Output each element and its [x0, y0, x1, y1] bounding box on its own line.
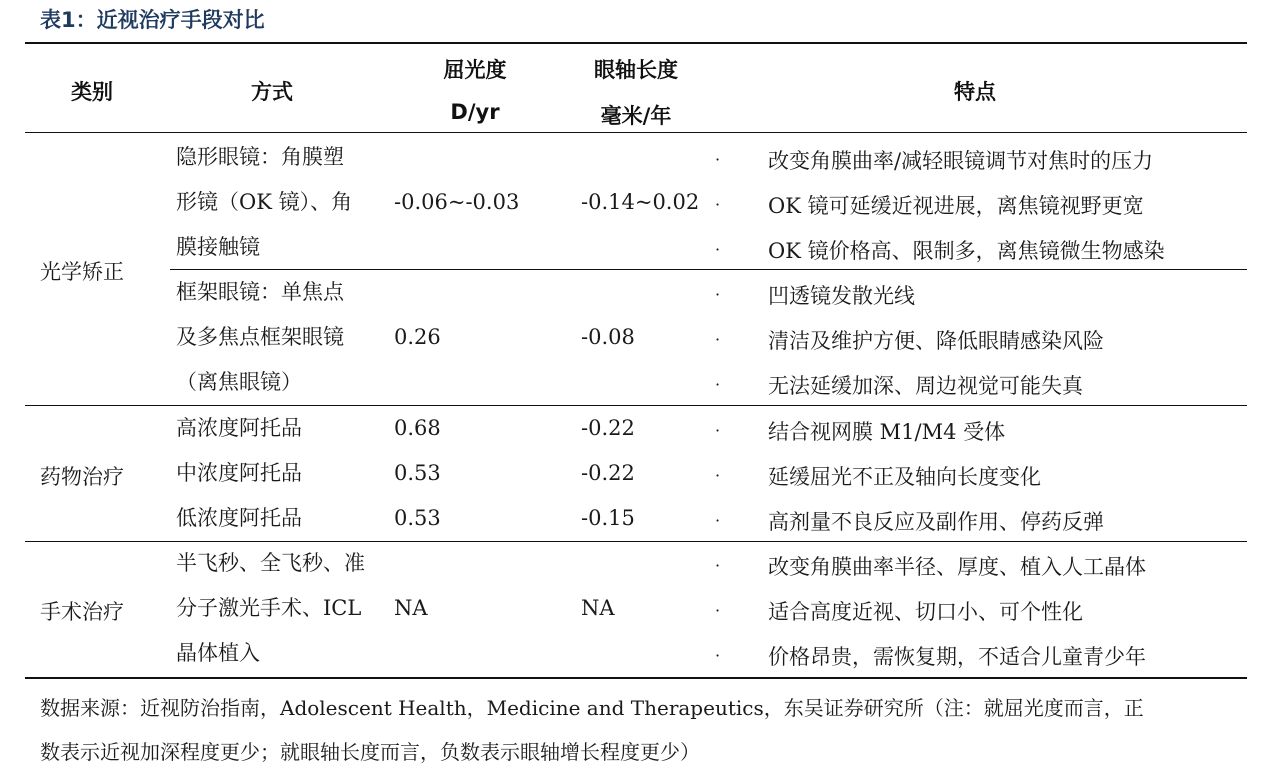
diopter-frame-glasses: 0.26: [394, 325, 441, 349]
feature-contact-2: OK 镜可延缓近视进展，离焦镜视野更宽: [768, 194, 1144, 218]
diopter-high-atropine: 0.68: [394, 416, 441, 440]
feature-frame-3: 无法延缓加深、周边视觉可能失真: [768, 374, 1083, 398]
diopter-low-atropine: 0.53: [394, 506, 441, 530]
feature-contact-3: OK 镜价格高、限制多，离焦镜微生物感染: [768, 239, 1165, 263]
header-axial-unit: 毫米/年: [600, 104, 672, 128]
method-surgery-line3: 晶体植入: [176, 641, 260, 665]
axial-surgery: NA: [581, 596, 615, 620]
bullet: ·: [715, 556, 721, 575]
feature-high-atropine: 结合视网膜 M1/M4 受体: [768, 420, 1006, 444]
header-diopter-unit: D/yr: [450, 100, 500, 124]
bullet: ·: [715, 646, 721, 665]
method-contact-lens-line3: 膜接触镜: [176, 235, 260, 259]
table-title: 表1：近视治疗手段对比: [40, 8, 265, 32]
method-frame-glasses-line1: 框架眼镜：单焦点: [176, 280, 344, 304]
source-note-line1: 数据来源：近视防治指南，Adolescent Health，Medicine and Therapeutics，东吴证券研究所（注：就屈光度而言，正: [40, 696, 1144, 720]
feature-frame-2: 清洁及维护方便、降低眼睛感染风险: [768, 329, 1104, 353]
bullet: ·: [715, 466, 721, 485]
source-note: [40, 686, 1240, 774]
header-diopter: 屈光度: [443, 58, 507, 82]
feature-mid-atropine: 延缓屈光不正及轴向长度变化: [768, 465, 1041, 489]
table-bottom-rule: [25, 677, 1247, 679]
method-contact-lens-line2: 形镜（OK 镜）、角: [176, 190, 353, 214]
bullet: ·: [715, 421, 721, 440]
bullet: ·: [715, 240, 721, 259]
feature-frame-1: 凹透镜发散光线: [768, 284, 915, 308]
method-contact-lens-line1: 隐形眼镜：角膜塑: [176, 145, 344, 169]
method-surgery-line1: 半飞秒、全飞秒、准: [176, 551, 365, 575]
method-low-atropine: 低浓度阿托品: [176, 506, 302, 530]
axial-high-atropine: -0.22: [581, 416, 635, 440]
bullet: ·: [715, 150, 721, 169]
bullet: ·: [715, 195, 721, 214]
method-surgery-line2: 分子激光手术、ICL: [176, 596, 362, 620]
bullet: ·: [715, 511, 721, 530]
category-surgery: 手术治疗: [40, 600, 124, 624]
diopter-contact-lens: -0.06~-0.03: [394, 190, 520, 214]
bullet: ·: [715, 285, 721, 304]
feature-surgery-2: 适合高度近视、切口小、可个性化: [768, 600, 1083, 624]
feature-surgery-3: 价格昂贵，需恢复期，不适合儿童青少年: [768, 645, 1146, 669]
bullet: ·: [715, 601, 721, 620]
bullet: ·: [715, 330, 721, 349]
category-optical: 光学矫正: [40, 260, 124, 284]
header-method: 方式: [251, 80, 293, 104]
header-axial: 眼轴长度: [594, 58, 678, 82]
diopter-surgery: NA: [394, 596, 428, 620]
feature-low-atropine: 高剂量不良反应及副作用、停药反弹: [768, 510, 1104, 534]
bullet: ·: [715, 375, 721, 394]
source-note-line2: 数表示近视加深程度更少；就眼轴长度而言，负数表示眼轴增长程度更少）: [40, 740, 700, 764]
method-frame-glasses-line3: （离焦眼镜）: [176, 370, 302, 394]
feature-surgery-1: 改变角膜曲率半径、厚度、植入人工晶体: [768, 555, 1146, 579]
diopter-mid-atropine: 0.53: [394, 461, 441, 485]
header-features: 特点: [954, 80, 996, 104]
method-mid-atropine: 中浓度阿托品: [176, 461, 302, 485]
header-rule: [25, 132, 1247, 133]
axial-contact-lens: -0.14~0.02: [581, 190, 700, 214]
method-high-atropine: 高浓度阿托品: [176, 416, 302, 440]
header-category: 类别: [71, 80, 113, 104]
table-top-rule: [25, 42, 1247, 44]
axial-mid-atropine: -0.22: [581, 461, 635, 485]
feature-contact-1: 改变角膜曲率/减轻眼镜调节对焦时的压力: [768, 149, 1154, 173]
method-frame-glasses-line2: 及多焦点框架眼镜: [176, 325, 344, 349]
axial-frame-glasses: -0.08: [581, 325, 635, 349]
category-drug: 药物治疗: [40, 465, 124, 489]
axial-low-atropine: -0.15: [581, 506, 635, 530]
